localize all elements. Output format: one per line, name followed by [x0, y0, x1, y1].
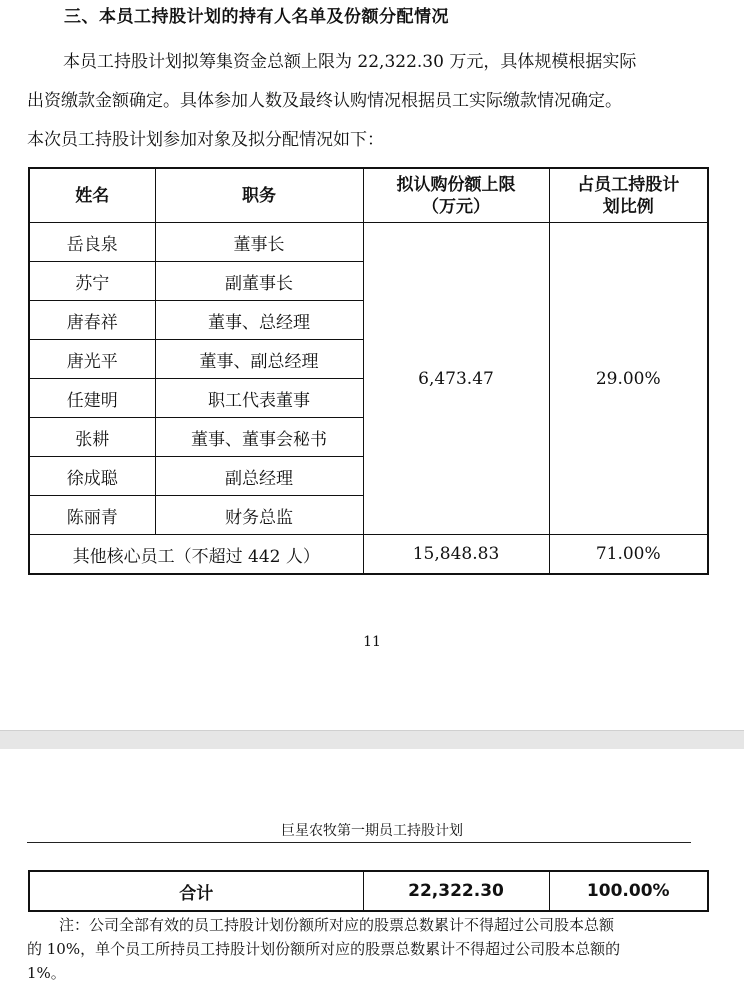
total-label: 合计	[29, 871, 363, 911]
person-name: 张耕	[29, 418, 155, 457]
person-name: 唐春祥	[29, 301, 155, 340]
person-name: 苏宁	[29, 262, 155, 301]
section-heading: 三、本员工持股计划的持有人名单及份额分配情况	[64, 7, 449, 27]
person-position: 副董事长	[155, 262, 363, 301]
total-ratio: 100.00%	[549, 871, 708, 911]
others-ratio: 71.00%	[549, 535, 708, 575]
paragraph-line: 本次员工持股计划参加对象及拟分配情况如下：	[27, 130, 384, 150]
footnote-line: 的 10%，单个员工所持员工持股计划份额所对应的股票总数累计不得超过公司股本总额的	[27, 940, 621, 958]
intro-paragraph	[27, 43, 727, 160]
others-row	[29, 535, 708, 575]
person-name: 陈丽青	[29, 496, 155, 535]
header-amount-line: 拟认购份额上限	[396, 174, 516, 195]
group-amount: 6,473.47	[363, 223, 549, 535]
footnote	[27, 913, 727, 985]
header-ratio-line: 占员工持股计	[577, 174, 680, 195]
person-position: 财务总监	[155, 496, 363, 535]
header-name: 姓名	[29, 168, 155, 223]
header-ratio	[549, 168, 708, 223]
allocation-table	[28, 167, 709, 575]
others-label: 其他核心员工（不超过 442 人）	[29, 535, 363, 575]
footnote-line: 1%。	[27, 964, 66, 982]
total-amount: 22,322.30	[363, 871, 549, 911]
person-name: 岳良泉	[29, 223, 155, 262]
paragraph-line: 出资缴款金额确定。具体参加人数及最终认购情况根据员工实际缴款情况确定。	[27, 91, 622, 111]
header-position: 职务	[155, 168, 363, 223]
table-row	[29, 223, 708, 262]
person-position: 董事长	[155, 223, 363, 262]
paragraph-line: 本员工持股计划拟筹集资金总额上限为 22,322.30 万元，具体规模根据实际	[63, 52, 637, 72]
person-position: 副总经理	[155, 457, 363, 496]
header-amount	[363, 168, 549, 223]
total-row	[29, 871, 708, 911]
person-position: 职工代表董事	[155, 379, 363, 418]
header-amount-unit: （万元）	[422, 196, 490, 217]
person-name: 徐成聪	[29, 457, 155, 496]
page-number: 11	[363, 634, 381, 650]
group-ratio: 29.00%	[549, 223, 708, 535]
table-header-row	[29, 168, 708, 223]
person-position: 董事、总经理	[155, 301, 363, 340]
person-name: 任建明	[29, 379, 155, 418]
person-position: 董事、董事会秘书	[155, 418, 363, 457]
person-name: 唐光平	[29, 340, 155, 379]
person-position: 董事、副总经理	[155, 340, 363, 379]
header-rule	[27, 842, 691, 843]
header-ratio-line: 划比例	[602, 196, 654, 217]
page-break	[0, 730, 744, 749]
running-header: 巨星农牧第一期员工持股计划	[281, 823, 463, 839]
footnote-line: 注：公司全部有效的员工持股计划份额所对应的股票总数累计不得超过公司股本总额	[59, 916, 615, 934]
total-table	[28, 870, 709, 912]
others-amount: 15,848.83	[363, 535, 549, 575]
